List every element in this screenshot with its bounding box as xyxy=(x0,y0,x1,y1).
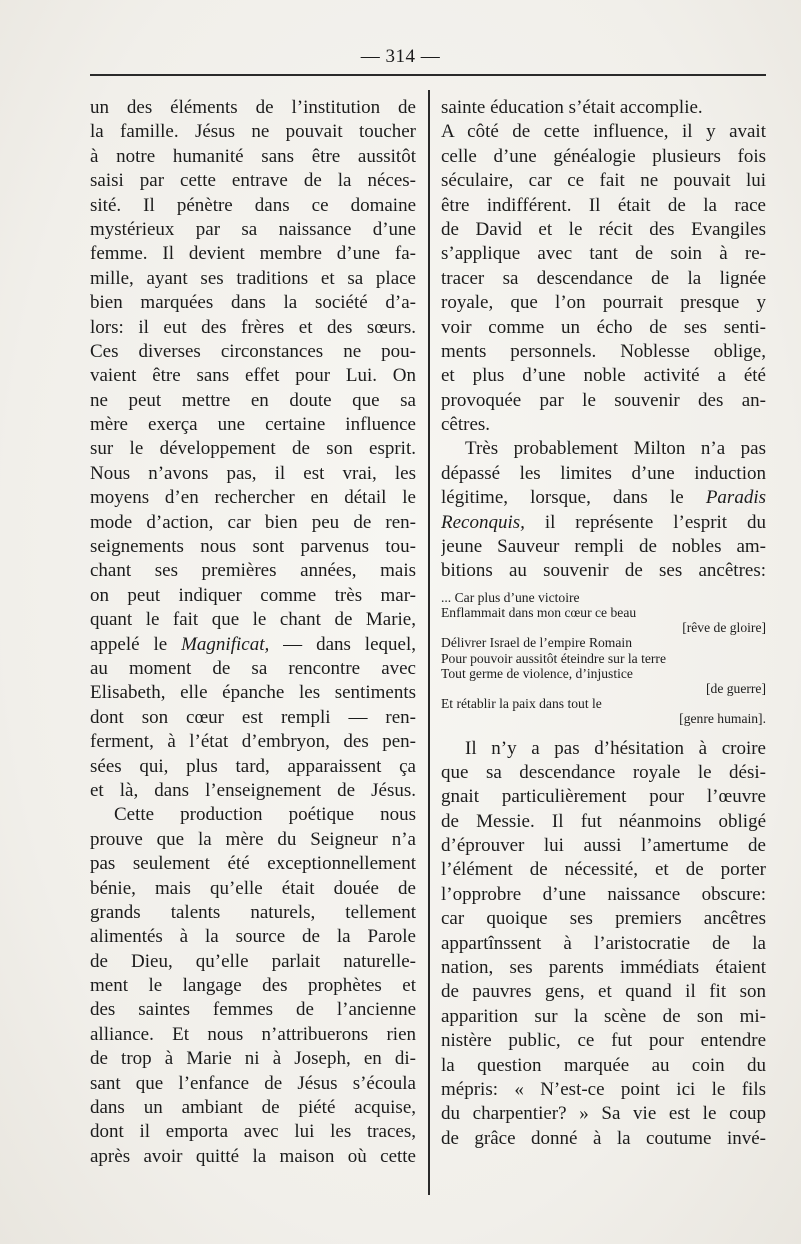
page-number: — 314 — xyxy=(360,46,441,67)
text-line: légitime, lorsque, dans le Paradis xyxy=(441,487,766,509)
text-line: gnait particulièrement pour l’œuvre xyxy=(441,786,766,808)
text-line: de David et le récit des Evangiles xyxy=(441,218,766,240)
text-line: nation, ses parents immédiats étaient xyxy=(441,957,766,979)
text-line: appartînssent à l’aristocratie de la xyxy=(441,932,766,954)
text-line: dans un ambiant de piété acquise, xyxy=(90,1097,416,1119)
text-line: ne peut mettre en doute que sa xyxy=(90,389,416,411)
text-line: car quoique ses premiers ancêtres xyxy=(441,908,766,930)
text-line: dont son cœur est rempli — ren- xyxy=(90,706,416,728)
text-line: mille, ayant ses traditions et sa place xyxy=(90,267,416,289)
quote-line: Délivrer Israel de l’empire Romain xyxy=(441,635,632,651)
text-line: royale, que l’on pourrait presque y xyxy=(441,292,766,314)
text-line: seignements nous sont parvenus tou- xyxy=(90,536,416,558)
text-line: un des éléments de l’institution de xyxy=(90,97,416,118)
text-line: chant ses premières années, mais xyxy=(90,560,416,582)
text-line: pas seulement été exceptionnellement xyxy=(90,853,416,875)
text-line: ferment, à l’état d’embryon, des pen- xyxy=(90,731,416,753)
text-line: dont il emporta avec lui les traces, xyxy=(90,1121,416,1143)
text-line: à notre humanité sans être aussitôt xyxy=(90,145,416,167)
text-line: jeune Sauveur rempli de nobles am- xyxy=(441,536,766,558)
text-line: l’opprobre d’une naissance obscure: xyxy=(441,883,766,905)
text-line: Reconquis, il représente l’esprit du xyxy=(441,511,766,533)
text-line: femme. Il devient membre d’une fa- xyxy=(90,243,416,265)
text-line: apparition sur la scène de son mi- xyxy=(441,1005,766,1027)
text-line: de trop à Marie ni à Joseph, en di- xyxy=(90,1048,416,1070)
quote-line: ... Car plus d’une victoire xyxy=(441,589,580,605)
text-line: la question marquée au coin du xyxy=(441,1054,766,1076)
quote-line: Enflammait dans mon cœur ce beau xyxy=(441,605,637,620)
text-line: et là, dans l’enseignement de Jésus. xyxy=(90,779,416,801)
text-line: ments personnels. Noblesse oblige, xyxy=(441,340,766,362)
text-line: grands talents naturels, tellement xyxy=(90,901,416,923)
quote-line: [de guerre] xyxy=(706,680,766,696)
text-line: être indifférent. Il était de la race xyxy=(441,194,766,216)
italic-title: Paradis xyxy=(705,487,766,509)
text-line: mystérieux par sa naissance d’une xyxy=(90,218,416,240)
header-rule xyxy=(90,74,766,76)
text-line: mère exerça une certaine influence xyxy=(90,414,416,436)
text-line: et plus d’une noble activité a été xyxy=(441,365,766,387)
text-line: sées qui, plus tard, apparaissent ça xyxy=(90,755,416,777)
text-line: séculaire, car ce fait ne pouvait lui xyxy=(441,170,766,192)
italic-title: Reconquis, xyxy=(441,511,525,533)
text-line: mode d’action, car bien peu de ren- xyxy=(90,511,416,533)
text-line: ment le langage des prophètes et xyxy=(90,975,416,997)
quote-line: Pour pouvoir aussitôt éteindre sur la terre xyxy=(441,650,666,666)
italic-title: Magnificat, xyxy=(181,633,270,655)
text-line: s’applique avec tant de soin à re- xyxy=(441,243,766,265)
text-line: quant le fait que le chant de Marie, xyxy=(90,609,416,631)
text-line: Il n’y a pas d’hésitation à croire xyxy=(465,737,766,759)
text-line: vaient être sans effet pour Lui. On xyxy=(90,365,416,387)
text-line: voir comme un écho de ses senti- xyxy=(441,316,766,338)
text-line: des saintes femmes de l’ancienne xyxy=(90,999,416,1021)
text-line: bien marquées dans la société d’a- xyxy=(90,292,416,314)
text-line: saisi par cette entrave de la néces- xyxy=(90,170,416,192)
text-line: au moment de sa rencontre avec xyxy=(90,657,416,679)
text-line: Ces diverses circonstances ne pou- xyxy=(90,340,416,362)
text-line: Nous n’avons pas, il est vrai, les xyxy=(90,462,416,484)
quote-line: [rêve de gloire] xyxy=(682,620,766,636)
right-column xyxy=(441,96,766,1151)
right-column-top-text xyxy=(441,96,766,584)
text-line: sant que l’enfance de Jésus s’écoula xyxy=(90,1072,416,1094)
text-line: l’élément de nécessité, et de porter xyxy=(441,859,766,881)
text-line: appelé le Magnificat, — dans lequel, xyxy=(90,633,416,655)
text-line: A côté de cette influence, il y avait xyxy=(441,121,766,143)
text-line: Elisabeth, elle épanche les sentiments xyxy=(90,682,416,704)
text-line: celle d’une généalogie plusieurs fois xyxy=(441,145,766,167)
text-line: lors: il eut des frères et des sœurs. xyxy=(90,316,416,338)
text-line: alimentés à la source de la Parole xyxy=(90,926,416,948)
right-column-bottom-text xyxy=(441,737,766,1152)
text-line: de Messie. Il fut néanmoins obligé xyxy=(441,810,766,832)
text-line: provoquée par le souvenir des an- xyxy=(441,389,766,411)
text-line: Très probablement Milton n’a pas xyxy=(465,438,766,460)
text-line: du charpentier? » Sa vie est le coup xyxy=(441,1103,766,1125)
left-column xyxy=(90,96,416,1169)
text-line: sur le développement de son esprit. xyxy=(90,438,416,460)
text-line: bitions au souvenir de ses ancêtres: xyxy=(441,560,766,582)
text-line: tracer sa descendance de la lignée xyxy=(441,267,766,289)
text-line: la famille. Jésus ne pouvait toucher xyxy=(90,121,416,143)
text-line: mépris: « N’est-ce point ici le fils xyxy=(441,1078,766,1100)
text-line: de Dieu, qu’elle parlait naturelle- xyxy=(90,950,416,972)
milton-quote xyxy=(441,590,766,727)
text-line: d’éprouver lui aussi l’amertume de xyxy=(441,835,766,857)
text-line: prouve que la mère du Seigneur n’a xyxy=(90,828,416,850)
text-line: de pauvres gens, et quand il fit son xyxy=(441,981,766,1003)
text-line: Cette production poétique nous xyxy=(114,804,416,826)
text-line: bénie, mais qu’elle était douée de xyxy=(90,877,416,899)
text-line: cêtres. xyxy=(441,414,491,436)
text-line: dépassé les limites d’une induction xyxy=(441,462,766,484)
text-line: que sa descendance royale le dési- xyxy=(441,761,766,783)
text-line: moyens d’en rechercher en détail le xyxy=(90,487,416,509)
text-line: de grâce donné à la coutume invé- xyxy=(441,1127,766,1149)
quote-line: [genre humain]. xyxy=(679,711,766,727)
quote-line: Tout germe de violence, d’injustice xyxy=(441,665,633,681)
text-line: après avoir quitté la maison où cette xyxy=(90,1145,416,1167)
text-line: nistère public, ce fut pour entendre xyxy=(441,1030,766,1052)
quote-line: Et rétablir la paix dans tout le xyxy=(441,696,602,712)
text-line: alliance. Et nous n’attribuerons rien xyxy=(90,1023,416,1045)
column-divider xyxy=(428,90,430,1195)
text-line: sainte éducation s’était accomplie. xyxy=(441,97,703,118)
text-line: on peut indiquer comme très mar- xyxy=(90,584,416,606)
text-line: sité. Il pénètre dans ce domaine xyxy=(90,194,416,216)
